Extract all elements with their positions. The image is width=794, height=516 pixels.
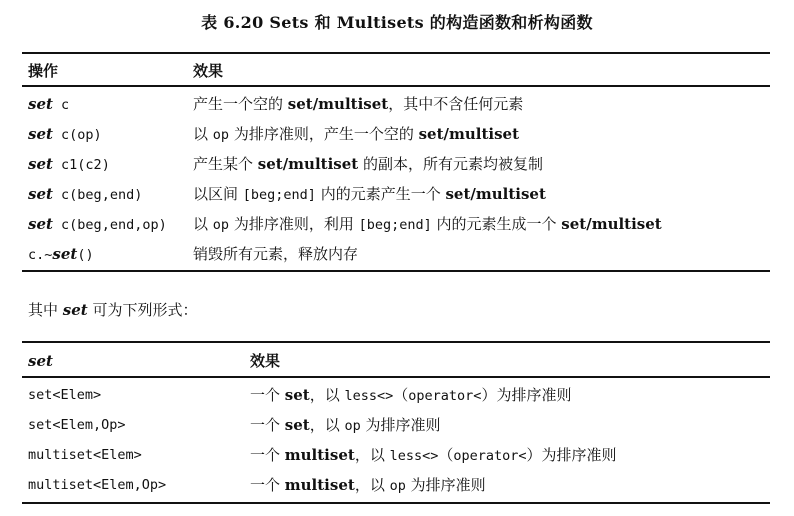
operation-args: c(beg,end,op): [52, 217, 167, 233]
effect-fragment: 产生一个空的: [193, 95, 288, 113]
operation-keyword: set: [28, 215, 53, 233]
effect-fragment: 一个: [250, 416, 285, 434]
operation-prefix: c.~: [28, 247, 53, 263]
effect-cell: [193, 119, 519, 150]
effect-fragment: op: [212, 127, 230, 143]
effect-fragment: 产生某个: [193, 155, 258, 173]
effect-fragment: （: [438, 446, 454, 464]
effect-fragment: 以: [193, 125, 213, 143]
operation-keyword: set: [28, 125, 53, 143]
operation-cell: [28, 179, 142, 210]
operation-cell: [28, 209, 167, 240]
note-keyword: set: [62, 301, 88, 319]
table2-top-rule: [22, 341, 770, 343]
effect-cell: [193, 209, 662, 240]
effect-fragment: set/multiset: [257, 155, 359, 173]
table1-row: [0, 239, 794, 269]
table1-header-effect: 效果: [193, 62, 224, 80]
effect-fragment: operator<: [408, 388, 482, 404]
table1-header-rule: [22, 85, 770, 87]
effect-fragment: 一个: [250, 386, 285, 404]
set-type-cell: set<Elem,Op>: [28, 417, 126, 433]
effect-cell: [250, 380, 571, 411]
effect-fragment: ）为排序准则: [526, 446, 617, 464]
table1-row: [0, 179, 794, 209]
table1-row: [0, 119, 794, 149]
table-caption: 表 6.20 Sets 和 Multisets 的构造函数和析构函数: [201, 13, 593, 32]
effect-fragment: operator<: [453, 448, 527, 464]
operation-cell: [28, 89, 69, 120]
effect-fragment: 的副本，所有元素均被复制: [358, 155, 543, 173]
table2-row: [0, 410, 794, 440]
effect-cell: [250, 410, 441, 441]
table1-row: [0, 209, 794, 239]
table1-top-rule: [22, 52, 770, 54]
effect-cell: [193, 89, 523, 119]
effect-fragment: ，其中不含任何元素: [388, 95, 524, 113]
effect-fragment: multiset: [284, 476, 355, 494]
effect-fragment: ，以: [309, 386, 345, 404]
operation-args: c: [52, 97, 70, 113]
table2-row: [0, 380, 794, 410]
set-type-cell: multiset<Elem,Op>: [28, 477, 167, 493]
effect-fragment: ，以: [354, 476, 390, 494]
effect-cell: [193, 239, 358, 269]
table1-row: [0, 89, 794, 119]
effect-cell: [193, 179, 546, 210]
effect-cell: [250, 440, 617, 471]
effect-fragment: 一个: [250, 476, 285, 494]
table2-header-effect: 效果: [250, 352, 281, 370]
table2-header-set: set: [28, 352, 53, 370]
effect-fragment: 内的元素生成一个: [431, 215, 562, 233]
table1-header-row: [0, 56, 794, 86]
effect-fragment: ，以: [309, 416, 345, 434]
operation-cell: [28, 149, 110, 180]
operation-cell: [28, 119, 102, 150]
table2-header-row: [0, 346, 794, 376]
effect-fragment: less<>: [389, 448, 439, 464]
effect-fragment: 一个: [250, 446, 285, 464]
set-type-cell: multiset<Elem>: [28, 447, 142, 463]
operation-keyword: set: [52, 245, 78, 263]
effect-fragment: 销毁所有元素，释放内存: [193, 245, 359, 263]
operation-args: c1(c2): [52, 157, 110, 173]
effect-fragment: 为排序准则: [360, 416, 441, 434]
effect-fragment: set: [284, 416, 310, 434]
effect-fragment: set: [284, 386, 310, 404]
effect-fragment: set/multiset: [418, 125, 520, 143]
effect-fragment: [beg;end]: [242, 187, 316, 203]
effect-fragment: 为排序准则，利用: [229, 215, 359, 233]
operation-cell: [28, 239, 94, 270]
table2-row: [0, 470, 794, 500]
operation-args: (): [77, 247, 94, 263]
effect-fragment: [beg;end]: [358, 217, 432, 233]
effect-fragment: 以: [193, 215, 213, 233]
effect-fragment: multiset: [284, 446, 355, 464]
effect-fragment: ）为排序准则: [481, 386, 572, 404]
effect-fragment: less<>: [344, 388, 394, 404]
operation-args: c(beg,end): [52, 187, 143, 203]
table1-header-op: 操作: [28, 62, 59, 80]
operation-keyword: set: [28, 185, 53, 203]
operation-keyword: set: [28, 95, 53, 113]
operation-args: c(op): [52, 127, 102, 143]
effect-fragment: op: [389, 478, 406, 494]
effect-fragment: set/multiset: [287, 95, 389, 113]
note-line: [28, 298, 197, 322]
operation-keyword: set: [28, 155, 53, 173]
effect-fragment: ，以: [354, 446, 390, 464]
table2-row: [0, 440, 794, 470]
effect-fragment: 内的元素产生一个: [315, 185, 446, 203]
effect-fragment: 为排序准则，产生一个空的: [229, 125, 419, 143]
effect-fragment: （: [393, 386, 409, 404]
table2-header-rule: [22, 376, 770, 378]
effect-fragment: op: [344, 418, 361, 434]
table2-bottom-rule: [22, 502, 770, 504]
effect-fragment: set/multiset: [561, 215, 662, 233]
effect-fragment: set/multiset: [445, 185, 546, 203]
effect-fragment: op: [212, 217, 230, 233]
effect-cell: [193, 149, 543, 179]
effect-fragment: 为排序准则: [405, 476, 486, 494]
set-type-cell: set<Elem>: [28, 387, 102, 403]
note-post: 可为下列形式：: [87, 301, 198, 319]
effect-cell: [250, 470, 486, 501]
table1-bottom-rule: [22, 270, 770, 272]
effect-fragment: 以区间: [193, 185, 243, 203]
table1-row: [0, 149, 794, 179]
note-pre: 其中: [28, 301, 63, 319]
